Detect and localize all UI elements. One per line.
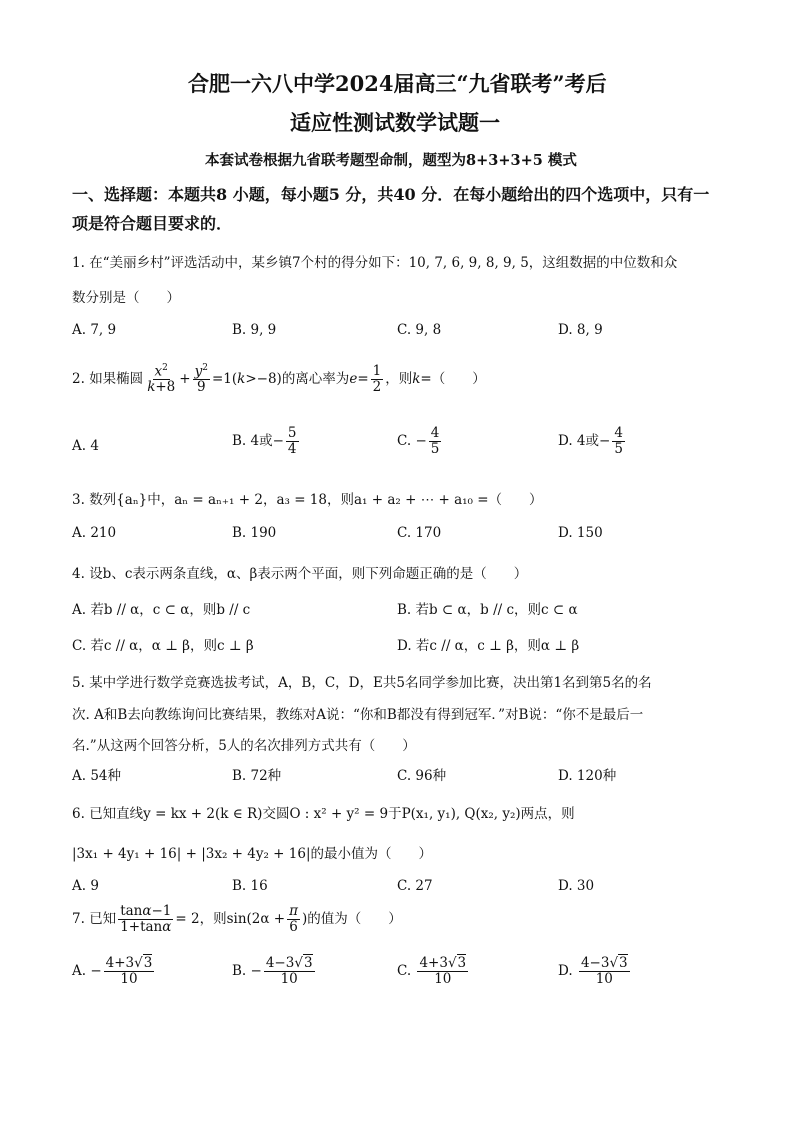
formula-fraction: $\frac{4}{5}$: [430, 425, 440, 457]
question-text: 某中学进行数学竞赛选拔考试，A，B，C，D，E共5名同学参加比赛，决出第1名到第5名的名: [89, 675, 652, 691]
question-1-line2: 数分别是（ ）: [72, 290, 180, 306]
q5-option-a: A. 54种: [72, 768, 122, 784]
option-label: C.: [397, 962, 412, 979]
question-6-line1: [72, 802, 575, 822]
question-text: 数列{aₙ}中，aₙ = aₙ₊₁ + 2，a₃ = 18，则a₁ + a₂ + ⋯ + a₁₀ =（ ）: [89, 492, 543, 508]
option-label: D.: [558, 962, 573, 979]
question-7: [72, 904, 402, 935]
formula-fraction: $\frac{\tan\alpha-1}{1+\tan\alpha}$: [120, 903, 172, 935]
q2-option-c: C. − $\frac{4}{5}$: [397, 425, 440, 457]
q1-option-c: C. 9, 8: [397, 322, 442, 338]
option-label: B.: [232, 962, 247, 979]
question-text: 的离心率为: [281, 371, 350, 388]
option-label: C.: [397, 432, 416, 449]
q5-option-b: B. 72种: [232, 768, 282, 784]
formula-fraction: $\frac{\pi}{6}$: [289, 903, 298, 935]
q7-option-c: [397, 956, 470, 987]
q4-option-d: D. 若c // α，c ⊥ β，则α ⊥ β: [397, 638, 580, 654]
option-label: D. 4或: [558, 432, 600, 449]
q3-option-a: A. 210: [72, 525, 117, 541]
q1-option-b: B. 9, 9: [232, 322, 277, 338]
formula-fraction: $\frac{4}{5}$: [614, 425, 623, 457]
question-text: 如果椭圆: [89, 371, 144, 388]
question-5-line3: 名.”从这两个回答分析，5人的名次排列方式共有（ ）: [72, 738, 416, 754]
question-number: 7.: [72, 910, 85, 927]
q4-option-c: C. 若c // α，α ⊥ β，则c ⊥ β: [72, 638, 254, 654]
question-5-line1: [72, 671, 652, 691]
option-label: B. 4或: [232, 432, 273, 449]
question-number: 2.: [72, 371, 85, 388]
question-text: 在“美丽乡村”评选活动中，某乡镇7个村的得分如下：10, 7, 6, 9, 8, 9, 5，这组数据的中位数和众: [89, 255, 678, 271]
formula-fraction: $\frac{4-3√3}{10}$: [580, 955, 628, 987]
q7-option-a: A. − $\frac{4+3√3}{10}$: [72, 955, 153, 987]
page-subtitle: 本套试卷根据九省联考题型命制，题型为8+3+3+5 模式: [205, 152, 577, 169]
question-number: 4.: [72, 566, 85, 582]
formula-fraction: $\frac{y^2}{9}$: [194, 363, 208, 396]
question-text: = 2，则sin(2α +: [175, 910, 286, 927]
question-number: 3.: [72, 492, 85, 508]
question-3: [72, 488, 543, 508]
q3-option-b: B. 190: [232, 525, 277, 541]
q1-option-d: D. 8, 9: [558, 322, 603, 338]
page-title-line1: 合肥一六八中学2024届高三“九省联考”考后: [188, 71, 607, 96]
question-number: 1.: [72, 255, 85, 271]
q3-option-d: D. 150: [558, 525, 603, 541]
q4-option-a: A. 若b // α，c ⊂ α，则b // c: [72, 602, 251, 618]
question-text: )的值为（ ）: [301, 910, 402, 927]
question-number: 6.: [72, 806, 85, 822]
q3-option-c: C. 170: [397, 525, 442, 541]
q6-option-b: B. 16: [232, 878, 268, 894]
formula-fraction: $\frac{5}{4}$: [287, 425, 297, 457]
question-text: ，则: [385, 371, 413, 388]
formula-fraction: $\frac{4-3√3}{10}$: [265, 955, 313, 987]
q5-option-c: C. 96种: [397, 768, 447, 784]
formula-fraction: $\frac{4+3√3}{10}$: [419, 955, 467, 987]
q6-option-a: A. 9: [72, 878, 99, 894]
q5-option-d: D. 120种: [558, 768, 617, 784]
q2-option-a: A. 4: [72, 438, 99, 454]
question-2: 2. 如果椭圆 $\frac{x^2}{k+8}$ + $\frac{y^2}{9}$ =1(k>−8)的离心率为e= $\frac{1}{2}$ ，则k=（ ）: [72, 363, 486, 396]
question-text: 已知直线y = kx + 2(k ∈ R)交圆O : x² + y² = 9于P(x₁, y₁), Q(x₂, y₂)两点，则: [89, 806, 575, 822]
formula-fraction: $\frac{1}{2}$: [372, 363, 382, 396]
question-4: [72, 562, 527, 582]
page-title-line2: 适应性测试数学试题一: [290, 110, 500, 135]
question-text: 已知: [89, 910, 117, 927]
q1-option-a: A. 7, 9: [72, 322, 117, 338]
q6-option-c: C. 27: [397, 878, 433, 894]
option-label: A.: [72, 962, 87, 979]
q2-option-b: B. 4或− $\frac{5}{4}$: [232, 425, 297, 457]
question-6-line2: |3x₁ + 4y₁ + 16| + |3x₂ + 4y₂ + 16|的最小值为（ ）: [72, 846, 433, 862]
question-text: （ ）: [431, 371, 486, 388]
question-number: 5.: [72, 675, 85, 691]
q7-option-b: B. − $\frac{4-3√3}{10}$: [232, 955, 313, 987]
q2-option-d: D. 4或− $\frac{4}{5}$: [558, 425, 623, 457]
formula-fraction: $\frac{4+3√3}{10}$: [105, 955, 153, 987]
q7-option-d: [558, 956, 632, 987]
question-5-line2: 次. A和B去向教练询问比赛结果，教练对A说：“你和B都没有得到冠军．”对B说：“你不是最后一: [72, 707, 644, 723]
question-text: 设b、c表示两条直线，α、β表示两个平面，则下列命题正确的是（ ）: [89, 566, 528, 582]
q4-option-b: B. 若b ⊂ α，b // c，则c ⊂ α: [397, 602, 578, 618]
question-1-line1: [72, 251, 677, 271]
formula-fraction: $\frac{x^2}{k+8}$: [147, 363, 176, 396]
section-heading-line2: 项是符合题目要求的．: [72, 214, 233, 233]
section-heading-line1: 一、选择题：本题共8 小题，每小题5 分，共40 分．在每小题给出的四个选项中，只有一: [72, 185, 710, 204]
q6-option-d: D. 30: [558, 878, 595, 894]
